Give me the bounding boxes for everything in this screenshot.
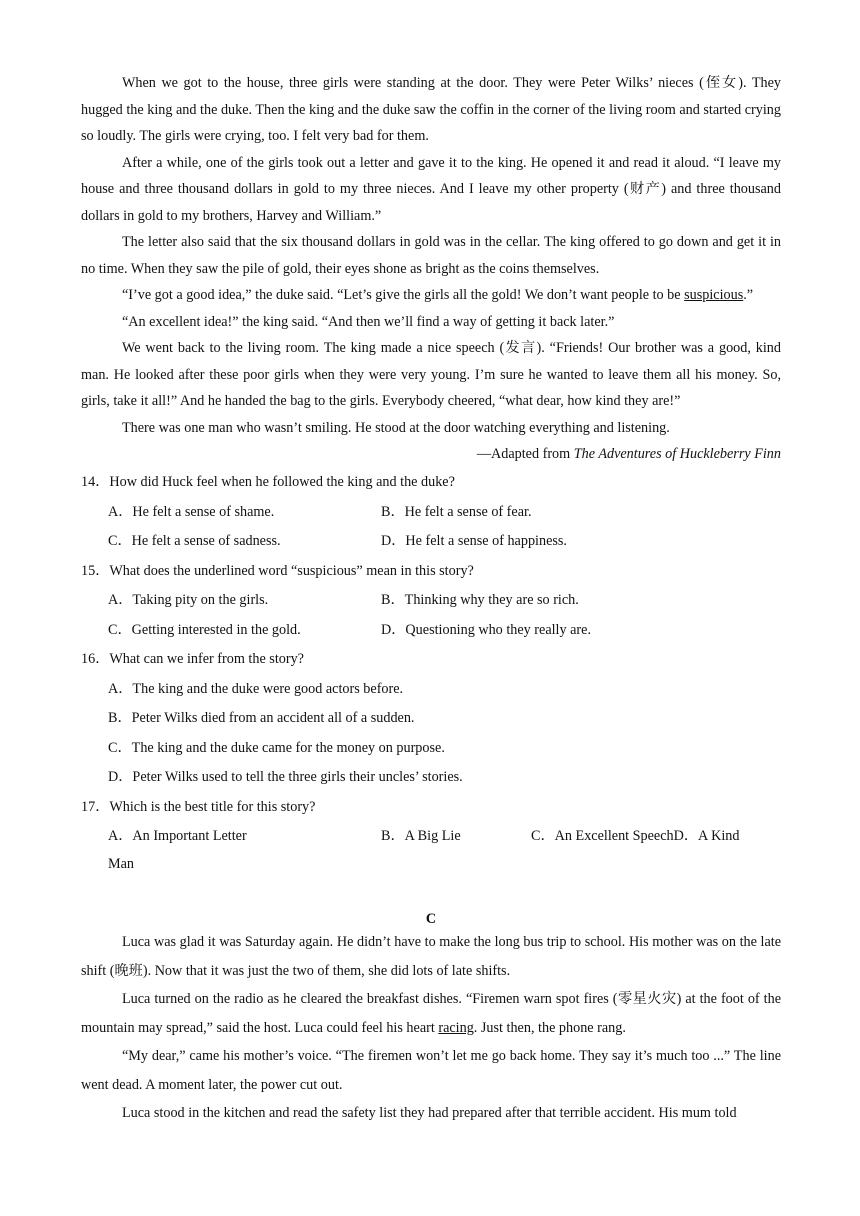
document-page <box>81 70 781 1128</box>
source-prefix: —Adapted from <box>476 446 574 462</box>
paragraph: “An excellent idea!” the king said. “And then we’ll find a way of getting it back later.” <box>122 313 615 330</box>
option-c: C．An Excellent Speech <box>531 828 674 844</box>
paragraph: Luca was glad it was Saturday again. He didn’t have to make the long bus trip to school. His mother was on the late shift (晚班). Now that it was just the two of them, she did lots of late shifts. <box>81 934 781 979</box>
option-b: B．He felt a sense of fear. <box>381 503 532 520</box>
question-stem: 15．What does the underlined word “suspicious” mean in this story? <box>81 562 474 579</box>
paragraph: “My dear,” came his mother’s voice. “The firemen won’t let me go back home. They say it’s much too ...” The line went dead. A moment later, the power cut out. <box>81 1048 781 1093</box>
paragraph: The letter also said that the six thousand dollars in gold was in the cellar. The king offered to go down and get it in no time. When they saw the pile of gold, their eyes shone as bright as the coins themselves. <box>81 234 781 277</box>
option-c: C．Getting interested in the gold. <box>108 621 301 638</box>
text-run: . Just then, the phone rang. <box>473 1019 626 1036</box>
question-stem: 17．Which is the best title for this story? <box>81 798 316 815</box>
text-run: Luca turned on the radio as he cleared the breakfast dishes. “Firemen warn spot fires (零星火灾) at the foot of the mountain may spread,” said the host. Luca could feel his heart <box>81 991 781 1036</box>
source-title: The Adventures of Huckleberry Finn <box>573 446 781 462</box>
option-a: A．An Important Letter <box>108 828 247 844</box>
underlined-word: racing <box>438 1019 474 1036</box>
paragraph: There was one man who wasn’t smiling. He stood at the door watching everything and listening. <box>122 419 670 436</box>
option-a: A．He felt a sense of shame. <box>108 503 275 520</box>
paragraph: After a while, one of the girls took out a letter and gave it to the king. He opened it and read it aloud. “I leave my house and three thousand dollars in gold to my three nieces. And I leave my other property (财产) and three thousand dollars in gold to my brothers, Harvey and William.” <box>81 154 781 224</box>
option-d: D．He felt a sense of happiness. <box>381 533 567 549</box>
option-d-continued: Man <box>108 856 135 872</box>
section-heading: C <box>425 911 437 927</box>
option-d: D．A Kind <box>673 828 740 844</box>
option-c: C．He felt a sense of sadness. <box>108 533 281 549</box>
option-b: B．A Big Lie <box>381 828 461 844</box>
paragraph <box>81 985 781 1042</box>
paragraph: When we got to the house, three girls were standing at the door. They were Peter Wilks’ nieces (侄女). They hugged the king and the duke. Then the king and the duke saw the coffin in the corner of the living room and started crying so loudly. The girls were crying, too. I felt very bad for them. <box>81 75 781 144</box>
question-stem: 16．What can we infer from the story? <box>81 651 304 667</box>
source-citation <box>81 441 781 468</box>
question-options <box>81 822 781 878</box>
option-d: D．Peter Wilks used to tell the three girls their uncles’ stories. <box>108 769 463 785</box>
text-run: .” <box>743 287 754 303</box>
option-a: A．Taking pity on the girls. <box>108 592 269 608</box>
paragraph: Luca stood in the kitchen and read the safety list they had prepared after that terrible accident. His mum told <box>122 1105 737 1121</box>
text-run: “I’ve got a good idea,” the duke said. “Let’s give the girls all the gold! We don’t want people to be <box>122 287 685 303</box>
question-options <box>81 498 781 557</box>
option-d: D．Questioning who they really are. <box>381 621 592 638</box>
question-stem: 14．How did Huck feel when he followed the king and the duke? <box>81 474 455 490</box>
option-b: B．Peter Wilks died from an accident all of a sudden. <box>108 710 415 726</box>
option-b: B．Thinking why they are so rich. <box>381 592 579 608</box>
option-c: C．The king and the duke came for the money on purpose. <box>108 739 445 756</box>
option-a: A．The king and the duke were good actors before. <box>108 680 404 697</box>
paragraph: We went back to the living room. The king made a nice speech (发言). “Friends! Our brother was a good, kind man. He looked after these poor girls when they were very young. I’m sure he wanted to leave them all his money. So, girls, take it all!” And he handed the bag to the girls. Everybody cheered, “what dear, how kind they are!” <box>81 340 781 409</box>
paragraph <box>81 282 781 309</box>
question-options <box>81 586 781 645</box>
underlined-word: suspicious <box>684 287 744 303</box>
